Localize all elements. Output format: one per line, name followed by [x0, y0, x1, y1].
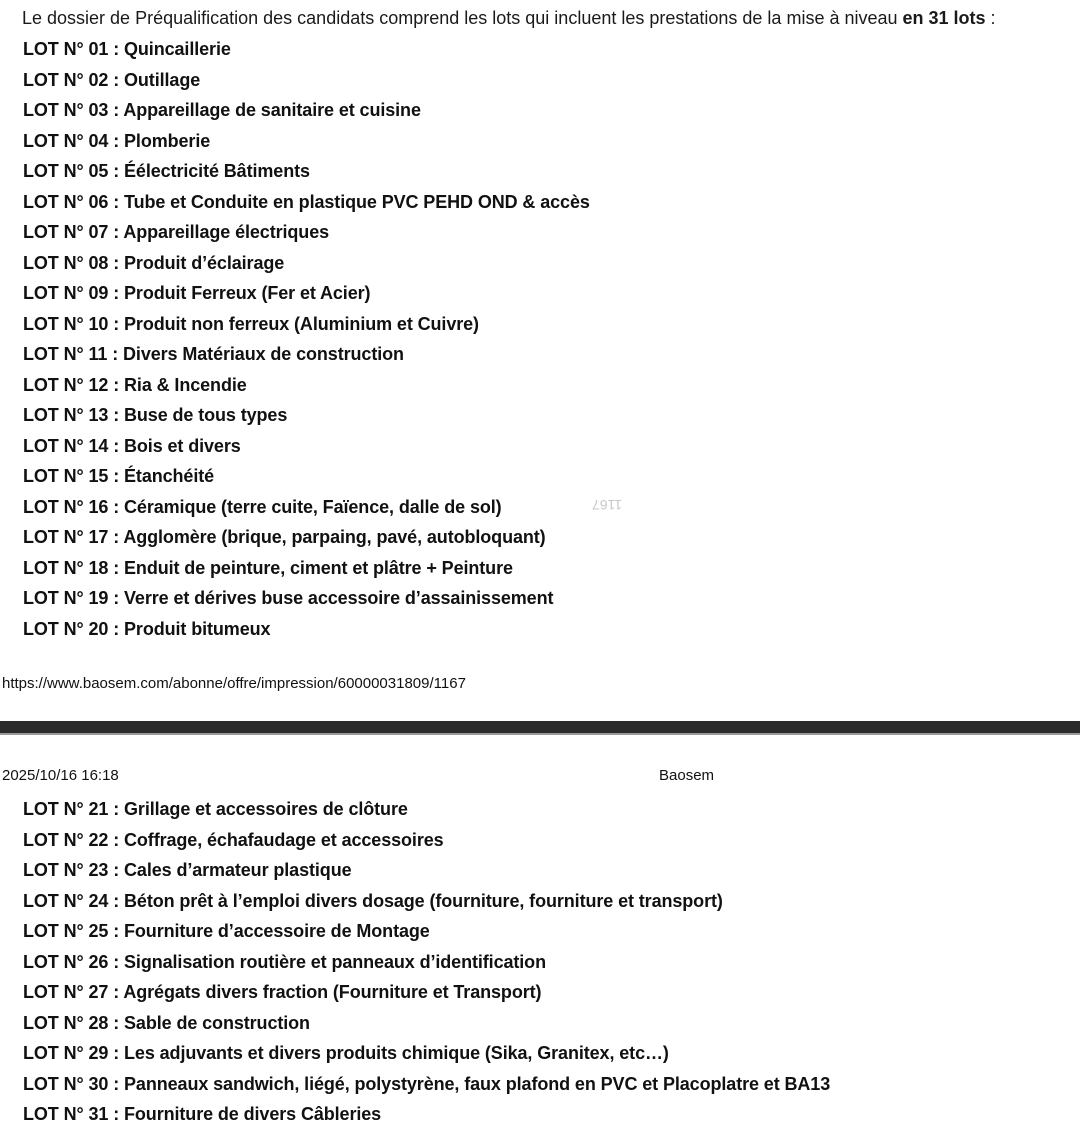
- lot-number: LOT N° 16 :: [23, 497, 124, 517]
- lot-title: Sable de construction: [124, 1012, 310, 1033]
- lot-number: LOT N° 01 :: [23, 39, 124, 59]
- lot-number: LOT N° 09 :: [23, 283, 124, 303]
- lot-item-29: [23, 1038, 830, 1069]
- lot-title: Plomberie: [124, 130, 211, 151]
- lot-item-30: [23, 1069, 830, 1100]
- lot-item-07: [23, 217, 590, 248]
- lot-item-20: [23, 614, 590, 645]
- lot-title: Produit non ferreux (Aluminium et Cuivre): [124, 313, 479, 334]
- lot-item-24: [23, 886, 830, 917]
- lot-item-09: [23, 278, 590, 309]
- lot-item-12: [23, 370, 590, 401]
- page-watermark: 1167: [592, 497, 623, 513]
- lot-title: Béton prêt à l’emploi divers dosage (fourniture, fourniture et transport): [124, 890, 723, 911]
- lot-item-27: [23, 977, 830, 1008]
- lot-item-26: [23, 947, 830, 978]
- lot-number: LOT N° 24 :: [23, 891, 124, 911]
- lot-title: Coffrage, échafaudage et accessoires: [124, 829, 444, 850]
- page-break-bar: [0, 721, 1080, 733]
- lot-number: LOT N° 23 :: [23, 860, 124, 880]
- lot-number: LOT N° 13 :: [23, 405, 124, 425]
- header-site-name: Baosem: [659, 767, 715, 784]
- lot-title: Fourniture de divers Câbleries: [124, 1104, 382, 1124]
- lot-number: LOT N° 22 :: [23, 830, 124, 850]
- lot-title: Produit bitumeux: [124, 618, 271, 639]
- lot-item-13: [23, 400, 590, 431]
- intro-suffix: :: [985, 8, 996, 28]
- lot-title: Quincaillerie: [124, 39, 231, 59]
- lot-number: LOT N° 27 :: [23, 982, 123, 1002]
- lot-number: LOT N° 02 :: [23, 70, 124, 90]
- lot-item-03: [23, 95, 590, 126]
- lot-number: LOT N° 04 :: [23, 131, 124, 151]
- lot-number: LOT N° 05 :: [23, 161, 124, 181]
- lot-title: Divers Matériaux de construction: [123, 344, 404, 364]
- lot-number: LOT N° 30 :: [23, 1074, 124, 1094]
- lot-title: Produit Ferreux (Fer et Acier): [124, 283, 371, 303]
- intro-paragraph: [22, 7, 996, 29]
- lot-item-25: [23, 916, 830, 947]
- lot-title: Buse de tous types: [124, 405, 288, 425]
- lot-number: LOT N° 25 :: [23, 921, 124, 941]
- lot-number: LOT N° 15 :: [23, 466, 124, 486]
- lot-number: LOT N° 03 :: [23, 100, 123, 120]
- lot-title: Étanchéité: [124, 466, 215, 486]
- lot-title: Outillage: [124, 69, 201, 90]
- lot-number: LOT N° 31 :: [23, 1104, 124, 1124]
- lot-number: LOT N° 29 :: [23, 1043, 124, 1063]
- lot-number: LOT N° 20 :: [23, 619, 124, 639]
- lot-title: Éélectricité Bâtiments: [124, 161, 310, 181]
- lot-title: Céramique (terre cuite, Faïence, dalle de sol): [124, 496, 502, 517]
- lot-number: LOT N° 21 :: [23, 799, 124, 819]
- lot-item-05: [23, 156, 590, 187]
- lot-item-04: [23, 126, 590, 157]
- lot-number: LOT N° 06 :: [23, 192, 124, 212]
- lot-number: LOT N° 26 :: [23, 952, 124, 972]
- lot-number: LOT N° 08 :: [23, 253, 124, 273]
- lot-item-11: [23, 339, 590, 370]
- footer-url[interactable]: https://www.baosem.com/abonne/offre/impression/60000031809/1167: [2, 675, 466, 692]
- lot-item-17: [23, 522, 590, 553]
- lot-item-06: [23, 187, 590, 218]
- lot-title: Cales d’armateur plastique: [124, 860, 352, 880]
- lot-item-21: [23, 794, 830, 825]
- lot-item-28: [23, 1008, 830, 1039]
- lot-list-page1: [23, 34, 590, 644]
- lot-title: Produit d’éclairage: [124, 252, 285, 273]
- lot-item-01: [23, 34, 590, 65]
- lot-title: Tube et Conduite en plastique PVC PEHD OND & accès: [124, 191, 590, 212]
- lot-item-22: [23, 825, 830, 856]
- lot-item-14: [23, 431, 590, 462]
- lot-item-15: [23, 461, 590, 492]
- lot-title: Verre et dérives buse accessoire d’assainissement: [124, 588, 554, 608]
- lot-title: Les adjuvants et divers produits chimique (Sika, Granitex, etc…): [124, 1043, 669, 1063]
- lot-title: Appareillage de sanitaire et cuisine: [123, 100, 421, 120]
- lot-item-16: [23, 492, 590, 523]
- lot-number: LOT N° 14 :: [23, 436, 124, 456]
- intro-text: Le dossier de Préqualification des candidats comprend les lots qui incluent les prestations de la mise à niveau: [22, 8, 903, 28]
- lot-number: LOT N° 28 :: [23, 1013, 124, 1033]
- lot-number: LOT N° 18 :: [23, 558, 124, 578]
- lot-title: Enduit de peinture, ciment et plâtre + Peinture: [124, 557, 513, 578]
- lot-title: Fourniture d’accessoire de Montage: [124, 921, 430, 941]
- page-break-shadow: [0, 733, 1080, 735]
- lot-item-02: [23, 65, 590, 96]
- lot-item-31: [23, 1099, 830, 1130]
- lot-title: Agglomère (brique, parpaing, pavé, autobloquant): [123, 527, 546, 547]
- lot-item-18: [23, 553, 590, 584]
- lot-title: Bois et divers: [124, 435, 241, 456]
- lot-number: LOT N° 17 :: [23, 527, 123, 547]
- lot-number: LOT N° 10 :: [23, 314, 124, 334]
- lot-title: Grillage et accessoires de clôture: [124, 799, 408, 819]
- lot-item-19: [23, 583, 590, 614]
- lot-title: Signalisation routière et panneaux d’identification: [124, 951, 546, 972]
- lot-title: Panneaux sandwich, liégé, polystyrène, faux plafond en PVC et Placoplatre et BA13: [124, 1073, 831, 1094]
- intro-emphasis: en 31 lots: [902, 8, 986, 28]
- lot-item-10: [23, 309, 590, 340]
- header-datetime: 2025/10/16 16:18: [2, 767, 119, 784]
- lot-list-page2: [23, 794, 830, 1130]
- lot-number: LOT N° 12 :: [23, 375, 124, 395]
- lot-number: LOT N° 07 :: [23, 222, 123, 242]
- lot-title: Agrégats divers fraction (Fourniture et Transport): [123, 982, 542, 1002]
- lot-title: Ria & Incendie: [124, 374, 247, 395]
- lot-item-08: [23, 248, 590, 279]
- lot-number: LOT N° 11 :: [23, 344, 123, 364]
- lot-title: Appareillage électriques: [123, 222, 330, 242]
- lot-number: LOT N° 19 :: [23, 588, 124, 608]
- lot-item-23: [23, 855, 830, 886]
